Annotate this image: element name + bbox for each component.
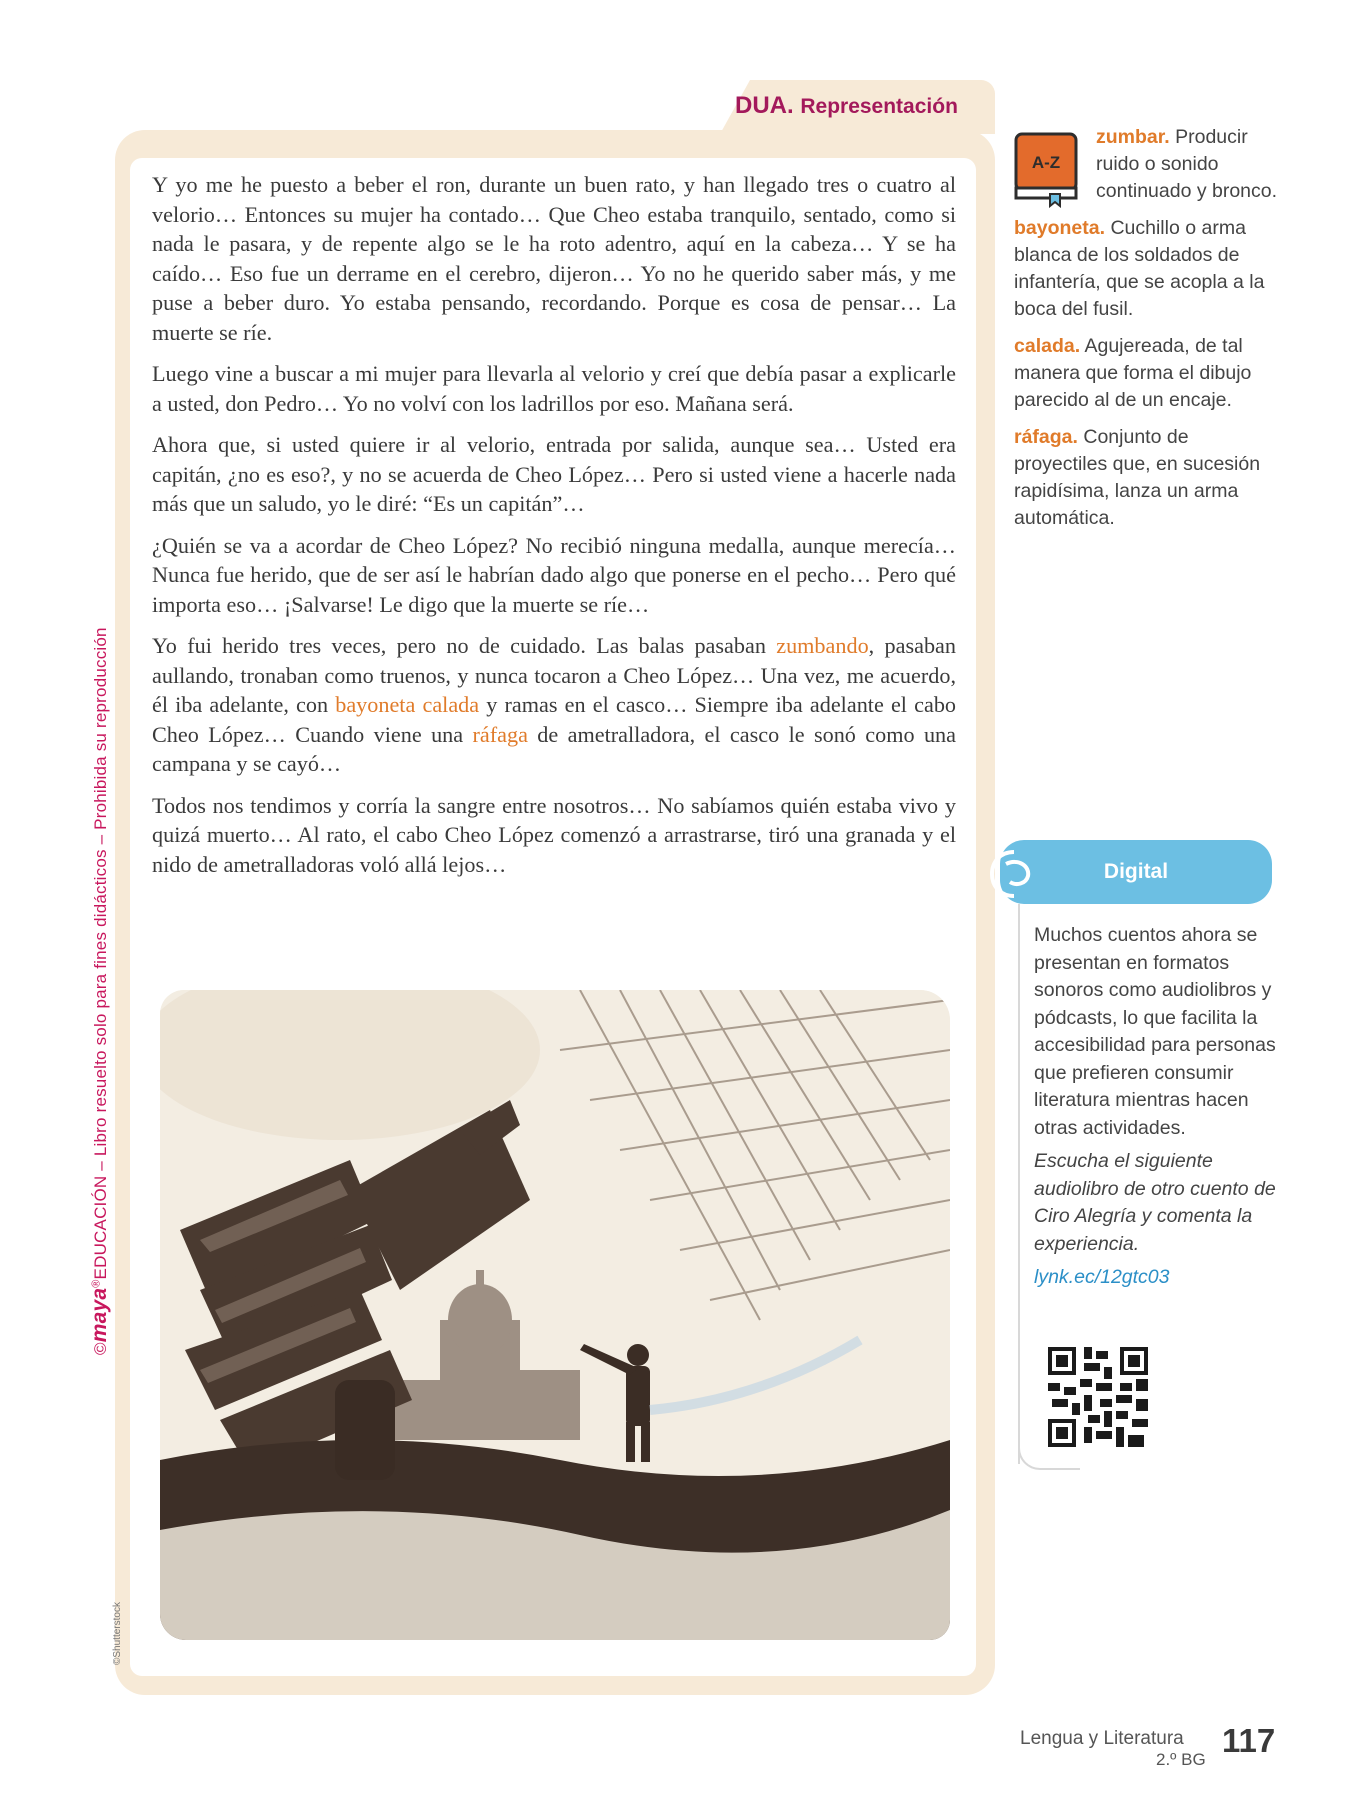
image-credit: ©Shutterstock bbox=[112, 1602, 123, 1665]
digital-content bbox=[1034, 922, 1278, 1298]
illustration-drawing bbox=[160, 990, 950, 1640]
story-paragraph: Ahora que, si usted quiere ir al velorio, entrada por salida, aunque sea… Usted era capitán, ¿no es eso?, y no se acuerda de Cheo López… Pero si usted viene a hacerle nada más que un saludo, yo le diré: “Es un capitán”… bbox=[152, 432, 956, 516]
story-text bbox=[152, 170, 956, 891]
glossary-term: calada. bbox=[1014, 335, 1081, 357]
digital-prompt: Escucha el siguiente audiolibro de otro cuento de Ciro Alegría y comenta la experiencia. bbox=[1034, 1150, 1276, 1255]
qr-code[interactable] bbox=[1048, 1347, 1148, 1447]
footer-grade: 2.º BG bbox=[1156, 1750, 1206, 1769]
text-run: , pasaban aullando, tronaban como truenos, y nunca tocaron a Cheo López… Una vez, me acuerdo, él iba adelante, con bbox=[152, 633, 956, 717]
story-paragraph: Y yo me he puesto a beber el ron, durante un buen rato, y han llegado tres o cuatro al velorio… Entonces su mujer ha contado… Que Cheo estaba tranquilo, sentado, como si nada le pasara, y de repente algo se le ha roto adentro, aquí en la cabeza… Y se ha caído… Eso fue un derrame en el cerebro, dijeron… Yo no he querido saber más, y me puse a beber duro. Yo estaba pensando, recordando. Porque es cosa de pensar… La muerte se ríe. bbox=[152, 172, 956, 345]
dua-title: DUA. bbox=[735, 92, 794, 119]
page-number: 117 bbox=[1222, 1722, 1276, 1759]
text-run: de ametralladora, el casco le sonó como una campana y se cayó… bbox=[152, 721, 956, 776]
glossary-term: ráfaga. bbox=[1014, 426, 1078, 448]
digital-body-text: Muchos cuentos ahora se presentan en formatos sonoros como audiolibros y pódcasts, lo que facilita la accesibilidad para personas que prefieren consumir literatura mientras hacen otras actividades. bbox=[1034, 924, 1276, 1139]
dua-subtitle: Representación bbox=[800, 95, 958, 118]
story-paragraph bbox=[152, 631, 956, 779]
brand-logo: maya bbox=[88, 1287, 111, 1343]
digital-title: Digital bbox=[1103, 860, 1169, 883]
digital-link[interactable]: lynk.ec/12gtc03 bbox=[1034, 1266, 1170, 1288]
glossary-definition: Cuchillo o arma blanca de los soldados de infantería, que se acopla a la boca del fusil. bbox=[1014, 217, 1265, 320]
glossary-entry bbox=[1014, 215, 1284, 323]
glossary-icon-label: A-Z bbox=[1031, 153, 1061, 172]
glossary bbox=[1014, 124, 1284, 542]
story-paragraph: Todos nos tendimos y corría la sangre entre nosotros… No sabíamos quién estaba vivo y quizá muerto… Al rato, el cabo Cheo López comenzó a arrastrarse, tiró una granada y el nido de ametralladoras voló allá lejos… bbox=[152, 792, 956, 877]
glossary-word-zumbando: zumbando bbox=[776, 633, 869, 658]
glossary-entry bbox=[1014, 333, 1284, 414]
side-copyright bbox=[88, 495, 112, 1355]
glossary-term: zumbar. bbox=[1096, 126, 1170, 148]
dua-header bbox=[735, 92, 958, 120]
copyright-symbol: © bbox=[91, 1342, 110, 1355]
text-run: Yo fui herido tres veces, pero no de cuidado. Las balas pasaban bbox=[152, 633, 777, 658]
glossary-entry bbox=[1014, 124, 1284, 205]
footer-subject: Lengua y Literatura bbox=[1020, 1728, 1184, 1749]
glossary-term: bayoneta. bbox=[1014, 217, 1106, 239]
story-paragraph: ¿Quién se va a acordar de Cheo López? No recibió ninguna medalla, aunque merecía… Nunca fue herido, que de ser así le habrían dado algo que ponerse en el pecho… Pero qué importa eso… ¡Salvarse! Le digo que la muerte se ríe… bbox=[152, 532, 956, 617]
story-paragraph: Luego vine a buscar a mi mujer para llevarla al velorio y creí que debía pasar a explicarle a usted, don Pedro… Yo no volví con los ladrillos por eso. Mañana será. bbox=[152, 361, 956, 416]
glossary-entry bbox=[1014, 424, 1284, 532]
registered-mark: ® bbox=[90, 1279, 103, 1288]
glossary-definition: Agujereada, de tal manera que forma el dibujo parecido al de un encaje. bbox=[1014, 335, 1252, 411]
glossary-definition: Producir ruido o sonido continuado y bronco. bbox=[1096, 126, 1278, 202]
copyright-text: EDUCACIÓN – Libro resuelto solo para fines didácticos – Prohibida su reproducción bbox=[91, 627, 110, 1280]
glossary-word-bayoneta-calada: bayoneta calada bbox=[335, 692, 480, 717]
glossary-word-rafaga: ráfaga bbox=[472, 721, 528, 747]
glossary-definition: Conjunto de proyectiles que, en sucesión rapidísima, lanza un arma automática. bbox=[1014, 426, 1261, 529]
war-illustration bbox=[160, 990, 950, 1640]
text-run: y ramas en el casco… Siempre iba adelante el cabo Cheo López… Cuando viene una bbox=[152, 692, 957, 747]
